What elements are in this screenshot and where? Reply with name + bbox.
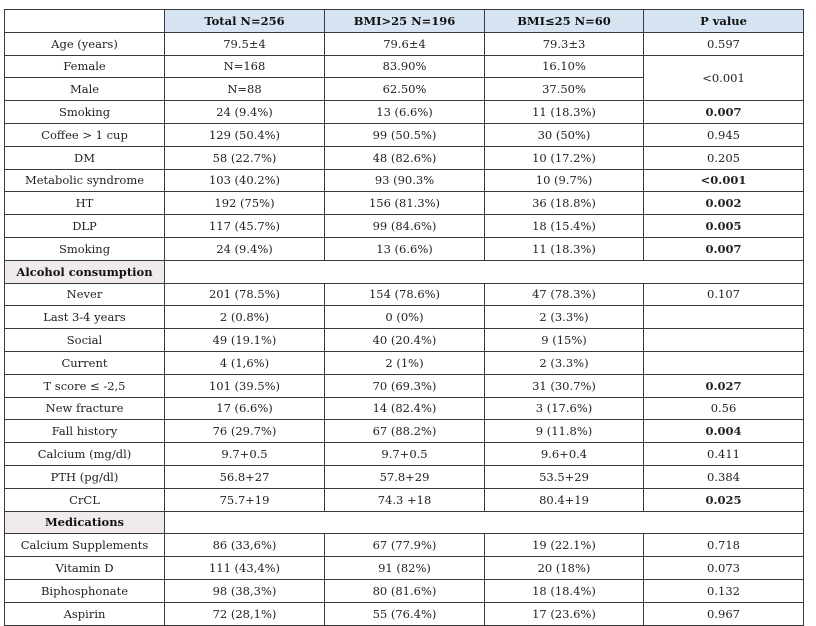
cell-bmi-le25: 11 (18.3%)	[485, 101, 644, 124]
cell-p-value: 0.007	[644, 237, 804, 260]
cell-p-value: 0.073	[644, 557, 804, 580]
cell-total: 129 (50.4%)	[165, 123, 325, 146]
cell-bmi-le25: 2 (3.3%)	[485, 351, 644, 374]
row-label: Smoking	[5, 101, 165, 124]
cell-p-value: <0.001	[644, 55, 804, 101]
table-row	[5, 192, 804, 215]
cell-p-value: 0.025	[644, 488, 804, 511]
cell-bmi-gt25: 48 (82.6%)	[325, 146, 485, 169]
cell-total: 101 (39.5%)	[165, 374, 325, 397]
table-row	[5, 169, 804, 192]
cell-total: 58 (22.7%)	[165, 146, 325, 169]
cell-bmi-le25: 9 (15%)	[485, 329, 644, 352]
cell-bmi-gt25: 2 (1%)	[325, 351, 485, 374]
cell-bmi-le25: 36 (18.8%)	[485, 192, 644, 215]
table-row	[5, 557, 804, 580]
table-row	[5, 443, 804, 466]
table-row	[5, 123, 804, 146]
table-row	[5, 146, 804, 169]
cell-bmi-gt25: 156 (81.3%)	[325, 192, 485, 215]
table-row	[5, 283, 804, 306]
section-label-alcohol: Alcohol consumption	[5, 260, 165, 283]
cell-bmi-gt25: 70 (69.3%)	[325, 374, 485, 397]
cell-bmi-gt25: 91 (82%)	[325, 557, 485, 580]
cell-bmi-gt25: 83.90%	[325, 55, 485, 78]
cell-bmi-le25: 18 (18.4%)	[485, 579, 644, 602]
header-blank	[5, 10, 165, 33]
cell-bmi-le25: 80.4+19	[485, 488, 644, 511]
cell-total: 72 (28,1%)	[165, 602, 325, 625]
row-label: Coffee > 1 cup	[5, 123, 165, 146]
cell-bmi-le25: 17 (23.6%)	[485, 602, 644, 625]
header-p-value: P value	[644, 10, 804, 33]
cell-p-value: 0.027	[644, 374, 804, 397]
cell-p-value: 0.005	[644, 215, 804, 238]
cell-bmi-le25: 79.3±3	[485, 32, 644, 55]
cell-bmi-le25: 19 (22.1%)	[485, 534, 644, 557]
cell-p-value: 0.945	[644, 123, 804, 146]
cell-bmi-le25: 11 (18.3%)	[485, 237, 644, 260]
cell-p-value: <0.001	[644, 169, 804, 192]
cell-bmi-gt25: 154 (78.6%)	[325, 283, 485, 306]
row-label: Biphosphonate	[5, 579, 165, 602]
cell-bmi-gt25: 62.50%	[325, 78, 485, 101]
row-label: Vitamin D	[5, 557, 165, 580]
cell-total: N=168	[165, 55, 325, 78]
cell-bmi-le25: 10 (17.2%)	[485, 146, 644, 169]
row-label: Female	[5, 55, 165, 78]
row-label: Smoking	[5, 237, 165, 260]
cell-bmi-le25: 31 (30.7%)	[485, 374, 644, 397]
cell-p-value: 0.967	[644, 602, 804, 625]
row-label: DM	[5, 146, 165, 169]
cell-p-value: 0.597	[644, 32, 804, 55]
cell-bmi-le25: 53.5+29	[485, 465, 644, 488]
table-row	[5, 55, 804, 78]
cell-bmi-le25: 30 (50%)	[485, 123, 644, 146]
cell-total: 75.7+19	[165, 488, 325, 511]
cell-bmi-gt25: 74.3 +18	[325, 488, 485, 511]
cell-bmi-gt25: 93 (90.3%	[325, 169, 485, 192]
row-label: Never	[5, 283, 165, 306]
row-label: Calcium (mg/dl)	[5, 443, 165, 466]
row-label: Current	[5, 351, 165, 374]
cell-bmi-gt25: 0 (0%)	[325, 306, 485, 329]
cell-total: 98 (38,3%)	[165, 579, 325, 602]
section-label-medications: Medications	[5, 511, 165, 534]
cell-bmi-le25: 47 (78.3%)	[485, 283, 644, 306]
cell-bmi-gt25: 40 (20.4%)	[325, 329, 485, 352]
cell-total: 192 (75%)	[165, 192, 325, 215]
cell-bmi-le25: 9.6+0.4	[485, 443, 644, 466]
cell-p-value: 0.56	[644, 397, 804, 420]
cell-total: 201 (78.5%)	[165, 283, 325, 306]
cell-bmi-le25: 10 (9.7%)	[485, 169, 644, 192]
table-row	[5, 351, 804, 374]
row-label: Calcium Supplements	[5, 534, 165, 557]
cell-bmi-gt25: 9.7+0.5	[325, 443, 485, 466]
section-row-alcohol	[5, 260, 804, 283]
table-row	[5, 101, 804, 124]
cell-total: 17 (6.6%)	[165, 397, 325, 420]
cell-total: 56.8+27	[165, 465, 325, 488]
cell-total: 4 (1,6%)	[165, 351, 325, 374]
cell-bmi-gt25: 67 (88.2%)	[325, 420, 485, 443]
cell-total: 111 (43,4%)	[165, 557, 325, 580]
row-label: Social	[5, 329, 165, 352]
cell-bmi-gt25: 80 (81.6%)	[325, 579, 485, 602]
cell-total: 76 (29.7%)	[165, 420, 325, 443]
row-label: HT	[5, 192, 165, 215]
row-label: Male	[5, 78, 165, 101]
cell-bmi-gt25: 99 (50.5%)	[325, 123, 485, 146]
cell-p-value: 0.718	[644, 534, 804, 557]
table-row	[5, 306, 804, 329]
row-label: Age (years)	[5, 32, 165, 55]
cell-bmi-le25: 2 (3.3%)	[485, 306, 644, 329]
section-row-medications	[5, 511, 804, 534]
cell-total: 117 (45.7%)	[165, 215, 325, 238]
cell-bmi-le25: 16.10%	[485, 55, 644, 78]
cell-bmi-gt25: 14 (82.4%)	[325, 397, 485, 420]
row-label: Last 3-4 years	[5, 306, 165, 329]
row-label: New fracture	[5, 397, 165, 420]
cell-p-value: 0.411	[644, 443, 804, 466]
row-label: CrCL	[5, 488, 165, 511]
cell-bmi-gt25: 13 (6.6%)	[325, 101, 485, 124]
cell-bmi-le25: 9 (11.8%)	[485, 420, 644, 443]
cell-p-value	[644, 306, 804, 329]
table-row	[5, 488, 804, 511]
cell-p-value: 0.002	[644, 192, 804, 215]
header-row	[5, 10, 804, 33]
cell-total: 86 (33,6%)	[165, 534, 325, 557]
row-label: Metabolic syndrome	[5, 169, 165, 192]
cell-bmi-gt25: 57.8+29	[325, 465, 485, 488]
header-bmi-le25: BMI≤25 N=60	[485, 10, 644, 33]
cell-total: 103 (40.2%)	[165, 169, 325, 192]
section-filler	[165, 511, 804, 534]
cell-bmi-le25: 37.50%	[485, 78, 644, 101]
cell-total: 49 (19.1%)	[165, 329, 325, 352]
cell-total: N=88	[165, 78, 325, 101]
cell-bmi-gt25: 55 (76.4%)	[325, 602, 485, 625]
table-row	[5, 420, 804, 443]
table-row	[5, 329, 804, 352]
table-row	[5, 32, 804, 55]
cell-p-value: 0.107	[644, 283, 804, 306]
table-row	[5, 602, 804, 625]
cell-bmi-gt25: 67 (77.9%)	[325, 534, 485, 557]
header-total: Total N=256	[165, 10, 325, 33]
header-bmi-gt25: BMI>25 N=196	[325, 10, 485, 33]
table-row	[5, 579, 804, 602]
row-label: T score ≤ -2,5	[5, 374, 165, 397]
cell-p-value: 0.205	[644, 146, 804, 169]
cell-p-value: 0.384	[644, 465, 804, 488]
cell-total: 2 (0.8%)	[165, 306, 325, 329]
cell-p-value	[644, 329, 804, 352]
row-label: Aspirin	[5, 602, 165, 625]
row-label: DLP	[5, 215, 165, 238]
table-row	[5, 397, 804, 420]
cell-p-value	[644, 351, 804, 374]
cell-bmi-gt25: 99 (84.6%)	[325, 215, 485, 238]
cell-bmi-le25: 18 (15.4%)	[485, 215, 644, 238]
table-row	[5, 465, 804, 488]
cell-total: 79.5±4	[165, 32, 325, 55]
table-row	[5, 534, 804, 557]
section-filler	[165, 260, 804, 283]
cell-p-value: 0.007	[644, 101, 804, 124]
table-row	[5, 374, 804, 397]
cell-p-value: 0.132	[644, 579, 804, 602]
cell-total: 9.7+0.5	[165, 443, 325, 466]
cell-bmi-le25: 3 (17.6%)	[485, 397, 644, 420]
cell-bmi-gt25: 79.6±4	[325, 32, 485, 55]
cell-bmi-gt25: 13 (6.6%)	[325, 237, 485, 260]
row-label: Fall history	[5, 420, 165, 443]
table-row	[5, 237, 804, 260]
cell-bmi-le25: 20 (18%)	[485, 557, 644, 580]
row-label: PTH (pg/dl)	[5, 465, 165, 488]
cell-total: 24 (9.4%)	[165, 237, 325, 260]
characteristics-table	[4, 9, 804, 626]
table-row	[5, 215, 804, 238]
cell-total: 24 (9.4%)	[165, 101, 325, 124]
cell-p-value: 0.004	[644, 420, 804, 443]
